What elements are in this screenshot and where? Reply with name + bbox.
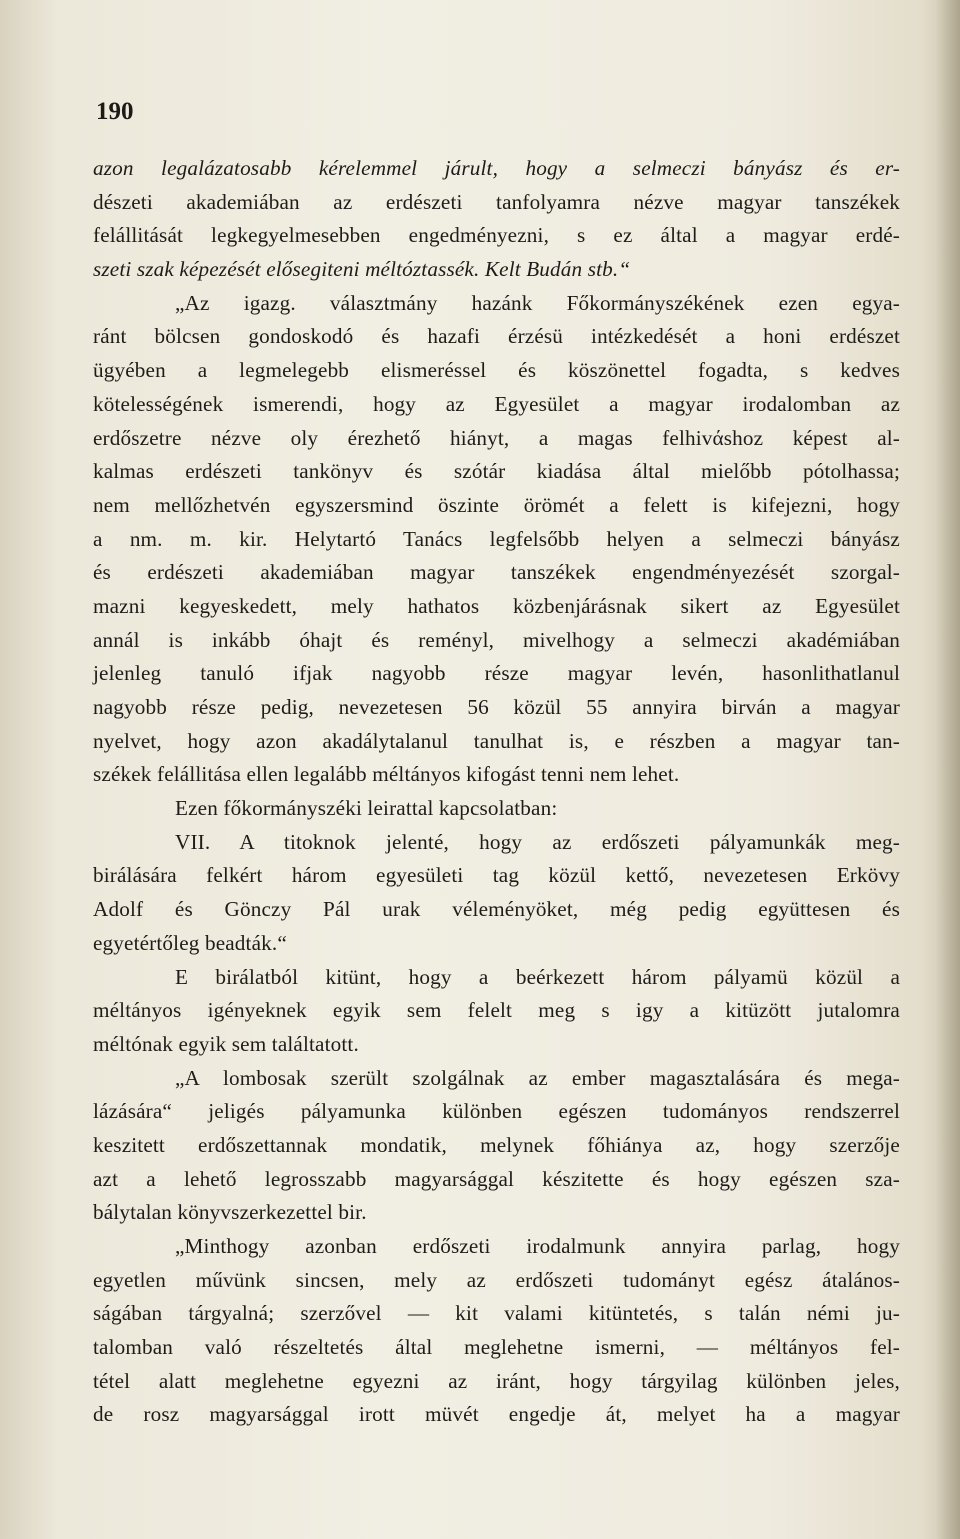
text-line: kalmas erdészeti tankönyv és szótár kiadása által mielőbb pótolhassa; [93, 459, 900, 484]
text-line: jelenleg tanuló ifjak nagyobb része magyar levén, hasonlithatlanul [93, 661, 900, 686]
text-line: ságában tárgyalná; szerzővel — kit valami kitüntetés, s talán némi ju- [93, 1301, 900, 1326]
text-line: keszitett erdőszettannak mondatik, melynek főhiánya az, hogy szerzője [93, 1132, 900, 1157]
text-line: és erdészeti akademiában magyar tanszékek engendményezését szorgal- [93, 560, 900, 585]
text-line: nyelvet, hogy azon akadálytalanul tanulhat is, e részben a magyar tan- [93, 728, 900, 753]
text-line: egyetértőleg beadták.“ [93, 930, 287, 955]
text-line: felállitását legkegyelmesebben engedményezni, s ez által a magyar erdé- [93, 223, 900, 248]
text-line: azon legalázatosabb kérelemmel járult, hogy a selmeczi bányász és er- [93, 156, 900, 180]
text-line: kötelességének ismerendi, hogy az Egyesület a magyar irodalomban az [93, 391, 900, 416]
text-line: E birálatból kitünt, hogy a beérkezett három pályamü közül a [175, 964, 900, 989]
text-line: lázására“ jeligés pályamunka különben egészen tudományos rendszerrel [93, 1099, 900, 1124]
body-text [93, 152, 900, 1432]
text-line: székek felállitása ellen legalább méltányos kifogást tenni nem lehet. [93, 762, 680, 787]
text-line: szeti szak képezését elősegiteni méltóztassék. Kelt Budán stb.“ [93, 257, 631, 282]
text-line: VII. A titoknok jelenté, hogy az erdőszeti pályamunkák meg- [175, 829, 900, 854]
text-line: „Minthogy azonban erdőszeti irodalmunk annyira parlag, hogy [175, 1234, 900, 1258]
text-line: ránt bölcsen gondoskodó és hazafi érzésü intézkedését a honi erdészet [93, 324, 900, 349]
text-line: méltónak egyik sem találtatott. [93, 1031, 359, 1056]
text-line: „A lombosak szerült szolgálnak az ember magasztalására és mega- [175, 1065, 900, 1090]
text-line: Adolf és Gönczy Pál urak véleményöket, még pedig együttesen és [93, 897, 900, 922]
text-line: nem mellőzhetvén egyszersmind öszinte örömét a felett is kifejezni, hogy [93, 492, 900, 517]
text-line: dészeti akademiában az erdészeti tanfolyamra nézve magyar tanszékek [93, 189, 900, 214]
text-line: erdőszetre nézve oly érezhető hiányt, a magas felhivάshoz képest al- [93, 425, 900, 450]
text-line: bálytalan könyvszerkezettel bir. [93, 1200, 367, 1225]
text-line: mazni kegyeskedett, mely hathatos közbenjárásnak sikert az Egyesület [93, 593, 900, 618]
text-line: talomban való részeltetés által meglehetne ismerni, — méltányos fel- [93, 1335, 900, 1360]
text-line: méltányos igényeknek egyik sem felelt meg s igy a kitüzött jutalomra [93, 998, 900, 1023]
text-line: birálására felkért három egyesületi tag közül kettő, nevezetesen Erkövy [93, 863, 900, 888]
text-line: a nm. m. kir. Helytartó Tanács legfelsőbb helyen a selmeczi bányász [93, 526, 900, 551]
text-line: ügyében a legmelegebb elismeréssel és köszönettel fogadta, s kedves [93, 358, 900, 383]
text-line: egyetlen művünk sincsen, mely az erdőszeti tudományt egész átalános- [93, 1267, 900, 1292]
text-line: „Az igazg. választmány hazánk Főkormányszékének ezen egya- [175, 290, 900, 315]
page-edge-shadow [936, 0, 960, 1539]
text-line: tétel alatt meglehetne egyezni az iránt, hogy tárgyilag különben jeles, [93, 1368, 900, 1393]
text-line: Ezen főkormányszéki leirattal kapcsolatban: [175, 796, 558, 821]
text-line: de rosz magyarsággal irott müvét engedje át, melyet ha a magyar [93, 1402, 900, 1427]
text-line: annál is inkább óhajt és reményl, mivelhogy a selmeczi akadémiában [93, 627, 900, 652]
text-line: nagyobb része pedig, nevezetesen 56 közül 55 annyira birván a magyar [93, 695, 900, 719]
page-number: 190 [96, 98, 134, 125]
text-line: azt a lehető legrosszabb magyarsággal készitette és hogy egészen sza- [93, 1166, 900, 1191]
